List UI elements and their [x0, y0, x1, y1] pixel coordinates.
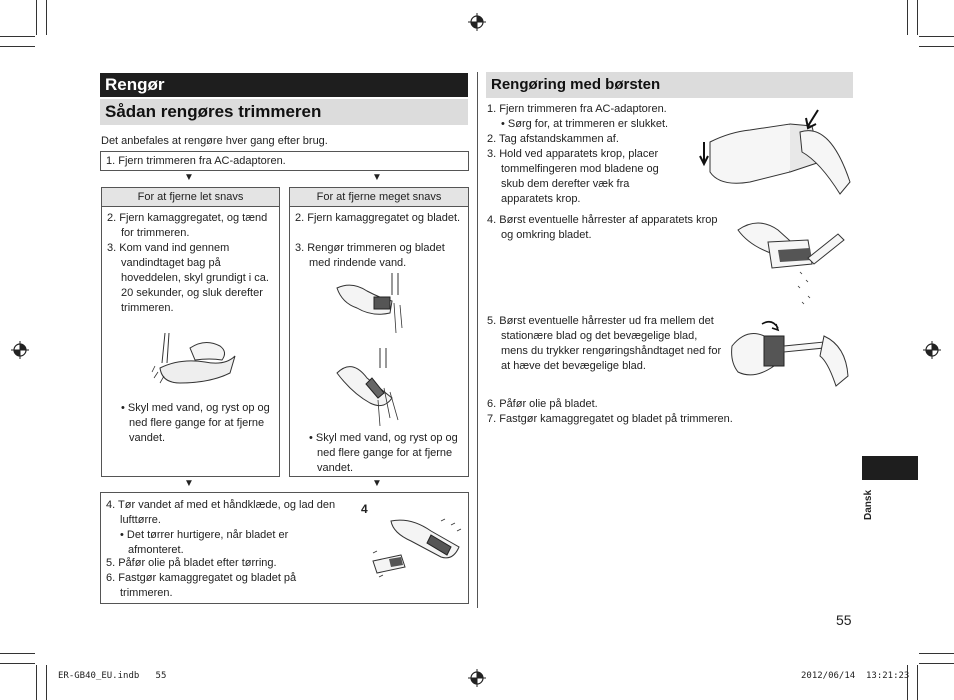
down-arrow-icon: ▼ [372, 478, 382, 489]
remove-blade-illustration [690, 102, 854, 198]
column-divider [477, 72, 478, 608]
down-arrow-icon: ▼ [372, 172, 382, 183]
registration-mark-icon [923, 341, 941, 359]
heavy-step-3: 3. Rengør trimmeren og bladet med rindende vand. [295, 242, 445, 269]
crop-mark [0, 653, 35, 654]
final-step-6: 6. Fastgør kamaggregatet og bladet på trimmeren. [106, 572, 297, 599]
brush-step-6: 6. Påfør olie på bladet. [487, 398, 598, 410]
brush-between-blades-illustration [728, 316, 854, 394]
brush-bullet: • Sørg for, at trimmeren er slukket. [501, 118, 669, 130]
final-step-4: 4. Tør vandet af med et håndklæde, og lad den lufttørre. [106, 499, 336, 526]
crop-mark [919, 663, 954, 664]
crop-mark [46, 665, 47, 700]
brush-step-7: 7. Fastgør kamaggregatet og bladet på trimmeren. [487, 413, 733, 425]
page-number: 55 [836, 612, 852, 628]
brush-step-3: 3. Hold ved apparatets krop, placer tommelfingeren mod bladene og skub dem derefter væk fra apparatets krop. [487, 148, 659, 205]
figure-label: 4 [361, 502, 368, 516]
footer-date: 2012/06/14 [801, 671, 856, 681]
footer-file: ER-GB40_EU.indb 55 [58, 671, 167, 681]
down-arrow-icon: ▼ [184, 172, 194, 183]
brush-step-4: 4. Børst eventuelle hårrester af apparatets krop og omkring bladet. [487, 214, 718, 241]
light-step-3: 3. Kom vand ind gennem vandindtaget bag på hoveddelen, skyl grundigt i ca. 20 sekunder, og sluk derefter trimmeren. [107, 242, 269, 314]
crop-mark [919, 653, 954, 654]
brush-body-illustration [728, 212, 854, 308]
heavy-dirt-box [289, 187, 469, 477]
dry-steps-box [100, 492, 469, 604]
brush-step-1: 1. Fjern trimmeren fra AC-adaptoren. [487, 103, 667, 115]
registration-mark-icon [11, 341, 29, 359]
running-water-blade-illustration [332, 273, 412, 341]
step1-box [100, 151, 469, 171]
registration-mark-icon [468, 13, 486, 31]
language-label: Dansk [863, 489, 874, 520]
step1-text: 1. Fjern trimmeren fra AC-adaptoren. [106, 155, 286, 167]
brush-cleaning-title: Rengøring med børsten [486, 72, 853, 98]
brush-step-2: 2. Tag afstandskammen af. [487, 133, 619, 145]
light-dirt-box [101, 187, 280, 477]
final-step-5: 5. Påfør olie på bladet efter tørring. [106, 557, 277, 569]
heavy-dirt-header: For at fjerne meget snavs [290, 188, 468, 207]
brush-step-5: 5. Børst eventuelle hårrester ud fra mellem det stationære blad og det bevægelige blad, mens du trykker rengøringshåndtaget ned for at hæve det bevægelige blad. [487, 315, 722, 372]
heavy-step-2: 2. Fjern kamaggregatet og bladet. [295, 212, 461, 224]
running-water-trimmer-illustration [332, 348, 412, 430]
intro-text: Det anbefales at rengøre hver gang efter brug. [101, 135, 328, 147]
section-title: Rengør [100, 73, 468, 97]
crop-mark [919, 46, 954, 47]
crop-mark [919, 36, 954, 37]
crop-mark [917, 0, 918, 35]
heavy-bullet: • Skyl med vand, og ryst op og ned flere gange for at fjerne vandet. [309, 432, 458, 474]
light-bullet: • Skyl med vand, og ryst op og ned flere gange for at fjerne vandet. [121, 402, 270, 444]
crop-mark [907, 0, 908, 35]
language-tab [862, 456, 918, 480]
light-step-2: 2. Fjern kamaggregatet, og tænd for trimmeren. [107, 212, 268, 239]
crop-mark [917, 665, 918, 700]
registration-mark-icon [468, 669, 486, 687]
page-subtitle: Sådan rengøres trimmeren [100, 99, 468, 125]
crop-mark [0, 46, 35, 47]
footer-time: 13:21:23 [866, 671, 910, 681]
down-arrow-icon: ▼ [184, 478, 194, 489]
final-bullet: • Det tørrer hurtigere, når bladet er afmonteret. [120, 529, 289, 556]
crop-mark [46, 0, 47, 35]
crop-mark [36, 0, 37, 35]
crop-mark [36, 665, 37, 700]
drying-trimmer-illustration [371, 517, 467, 583]
rinse-trimmer-illustration [150, 328, 240, 390]
light-dirt-header: For at fjerne let snavs [102, 188, 279, 207]
crop-mark [0, 36, 35, 37]
crop-mark [0, 663, 35, 664]
